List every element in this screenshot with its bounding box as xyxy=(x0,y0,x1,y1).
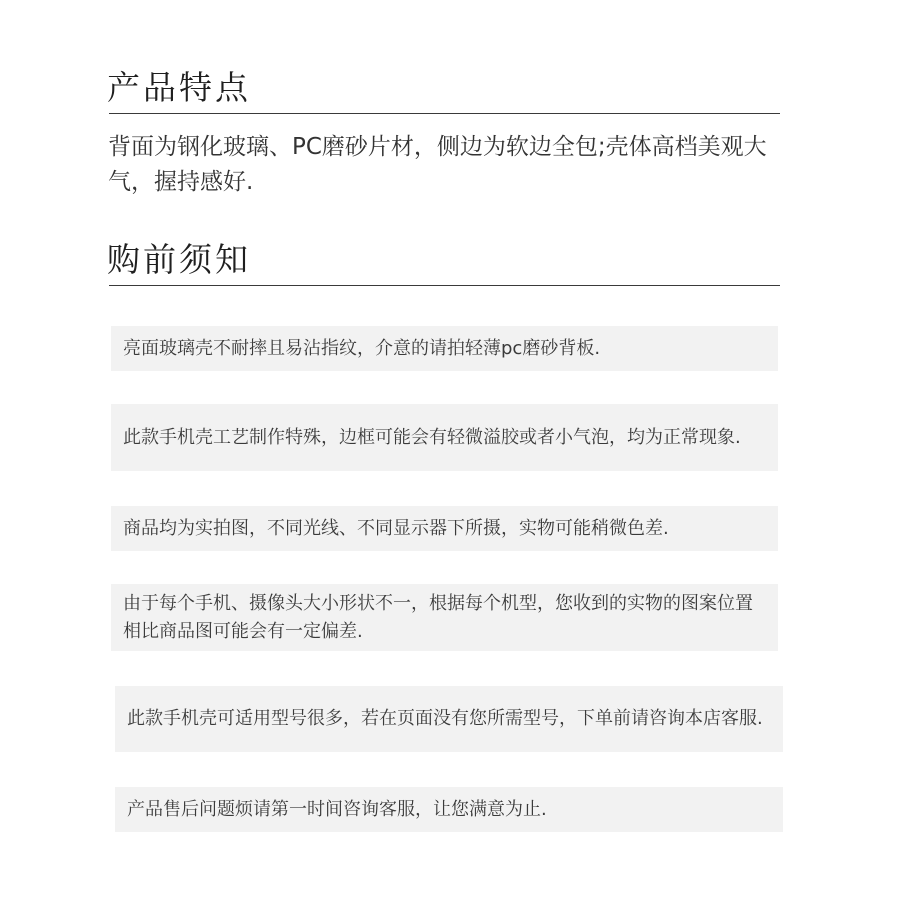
notice-item-6 xyxy=(115,787,783,832)
notice-item-text: 此款手机壳工艺制作特殊，边框可能会有轻微溢胶或者小气泡，均为正常现象. xyxy=(123,426,741,448)
features-divider xyxy=(109,113,780,114)
notice-item-text: 此款手机壳可适用型号很多，若在页面没有您所需型号，下单前请咨询本店客服. xyxy=(127,708,763,729)
notice-item-text: 产品售后问题烦请第一时间咨询客服，让您满意为止. xyxy=(127,798,547,820)
notice-item-1 xyxy=(111,326,778,371)
notice-divider xyxy=(109,285,780,286)
features-description: 背面为钢化玻璃、PC磨砂片材，侧边为软边全包;壳体高档美观大气，握持感好. xyxy=(108,134,767,195)
features-heading: 产品特点 xyxy=(107,68,251,107)
notice-item-text: 商品均为实拍图，不同光线、不同显示器下所摄，实物可能稍微色差. xyxy=(123,517,669,539)
notice-item-text: 由于每个手机、摄像头大小形状不一，根据每个机型，您收到的实物的图案位置相比商品图可能会有一定偏差. xyxy=(123,592,753,642)
notice-heading: 购前须知 xyxy=(107,240,251,279)
notice-item-2 xyxy=(111,404,778,471)
notice-item-text: 亮面玻璃壳不耐摔且易沾指纹，介意的请拍轻薄pc磨砂背板. xyxy=(123,337,601,359)
notice-item-5 xyxy=(115,686,783,752)
notice-item-3 xyxy=(111,506,778,551)
notice-item-4 xyxy=(111,584,778,651)
